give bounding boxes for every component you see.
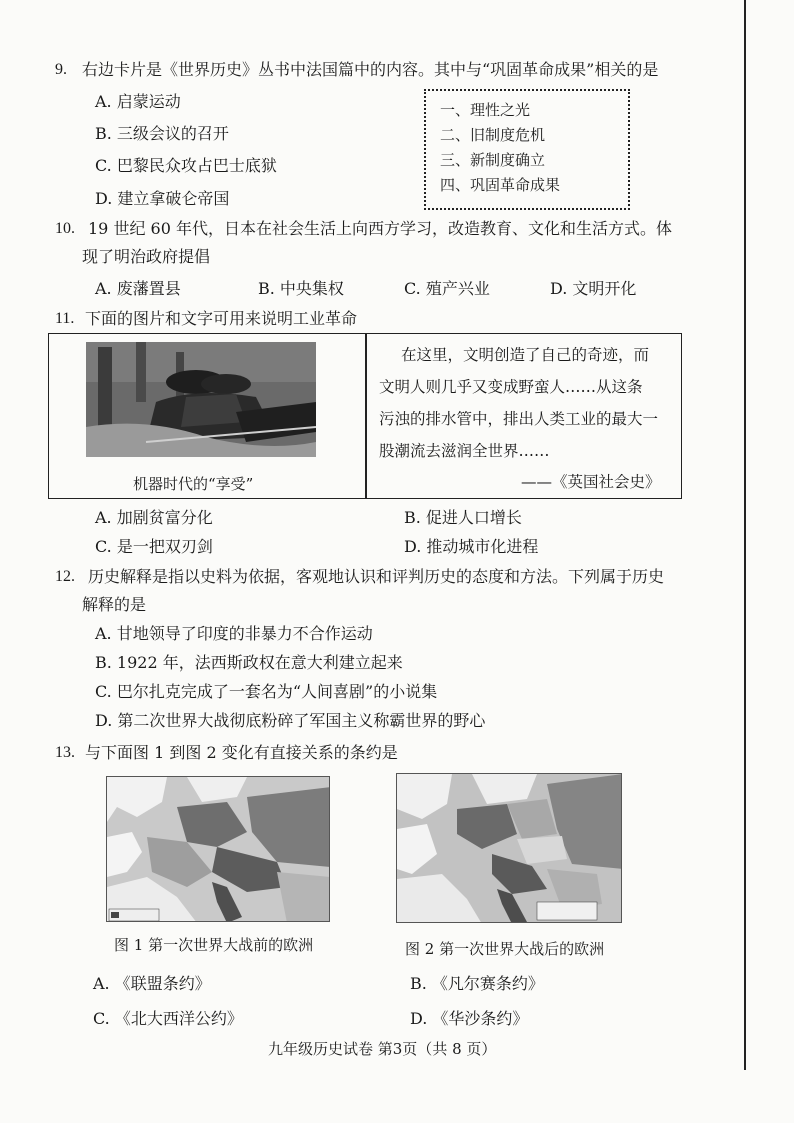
quote-line: 文明人则几乎又变成野蛮人……从这条: [379, 378, 643, 396]
q11-material-table: [48, 333, 682, 499]
map-europe-after-ww1: [396, 773, 622, 923]
q12-option-a: A. 甘地领导了印度的非暴力不合作运动: [95, 624, 373, 643]
q12-stem-line1: 历史解释是指以史料为依据，客观地认识和评判历史的态度和方法。下列属于历史: [88, 567, 665, 586]
q10-stem-line2: 现了明治政府提倡: [82, 247, 211, 266]
q11-option-c: C. 是一把双刃剑: [95, 537, 213, 556]
q11-option-d: D. 推动城市化进程: [404, 537, 539, 556]
q9-card: [424, 89, 630, 210]
q13-option-c: C. 《北大西洋公约》: [93, 1009, 243, 1028]
quote-line: 在这里，文明创造了自己的奇迹，而: [401, 346, 650, 364]
photo-caption: 机器时代的“享受”: [133, 475, 254, 493]
table-divider: [365, 334, 367, 498]
q10-stem-line1: 19 世纪 60 年代，日本在社会生活上向西方学习，改造教育、文化和生活方式。体: [88, 219, 672, 238]
q13-option-a: A. 《联盟条约》: [93, 974, 211, 993]
quote-line: 股潮流去滋润全世界……: [379, 442, 550, 460]
q12-option-d: D. 第二次世界大战彻底粉碎了军国主义称霸世界的野心: [95, 711, 486, 730]
machine-age-photo: [86, 342, 316, 457]
q11-stem: 下面的图片和文字可用来说明工业革命: [85, 309, 358, 328]
q12-option-c: C. 巴尔扎克完成了一套名为“人间喜剧”的小说集: [95, 682, 438, 701]
card-item: 二、旧制度危机: [440, 126, 546, 144]
q12-number: 12.: [55, 568, 75, 585]
q9-option-a: A. 启蒙运动: [95, 92, 181, 111]
page-footer: 九年级历史试卷 第3页（共 8 页）: [268, 1040, 497, 1058]
q11-option-a: A. 加剧贫富分化: [95, 508, 213, 527]
q11-option-b: B. 促进人口增长: [404, 508, 522, 527]
q9-option-b: B. 三级会议的召开: [95, 124, 229, 143]
q12-stem-line2: 解释的是: [82, 595, 147, 614]
fig1-caption: 图 1 第一次世界大战前的欧洲: [114, 936, 314, 954]
card-item: 三、新制度确立: [440, 151, 546, 169]
q11-number: 11.: [55, 310, 75, 327]
q10-option-c: C. 殖产兴业: [404, 279, 490, 298]
quote-source: ——《英国社会史》: [521, 473, 661, 491]
card-item: 一、理性之光: [440, 101, 531, 119]
q9-stem: 右边卡片是《世界历史》丛书中法国篇中的内容。其中与“巩固革命成果”相关的是: [82, 60, 659, 79]
q9-number: 9.: [55, 61, 67, 78]
q10-number: 10.: [55, 220, 75, 237]
q13-option-d: D. 《华沙条约》: [410, 1009, 529, 1028]
fig2-caption: 图 2 第一次世界大战后的欧洲: [405, 940, 605, 958]
q9-option-d: D. 建立拿破仑帝国: [95, 189, 230, 208]
q13-number: 13.: [55, 744, 75, 761]
q10-option-d: D. 文明开化: [550, 279, 637, 298]
binding-margin-line: [744, 0, 746, 1070]
q9-option-c: C. 巴黎民众攻占巴士底狱: [95, 156, 277, 175]
q13-stem: 与下面图 1 到图 2 变化有直接关系的条约是: [85, 743, 398, 762]
card-item: 四、巩固革命成果: [440, 176, 561, 194]
q10-option-b: B. 中央集权: [258, 279, 344, 298]
map-europe-before-ww1: [106, 776, 330, 922]
quote-line: 污浊的排水管中，排出人类工业的最大一: [379, 410, 659, 428]
q12-option-b: B. 1922 年，法西斯政权在意大利建立起来: [95, 653, 403, 672]
q10-option-a: A. 废藩置县: [95, 279, 181, 298]
q13-option-b: B. 《凡尔赛条约》: [410, 974, 544, 993]
